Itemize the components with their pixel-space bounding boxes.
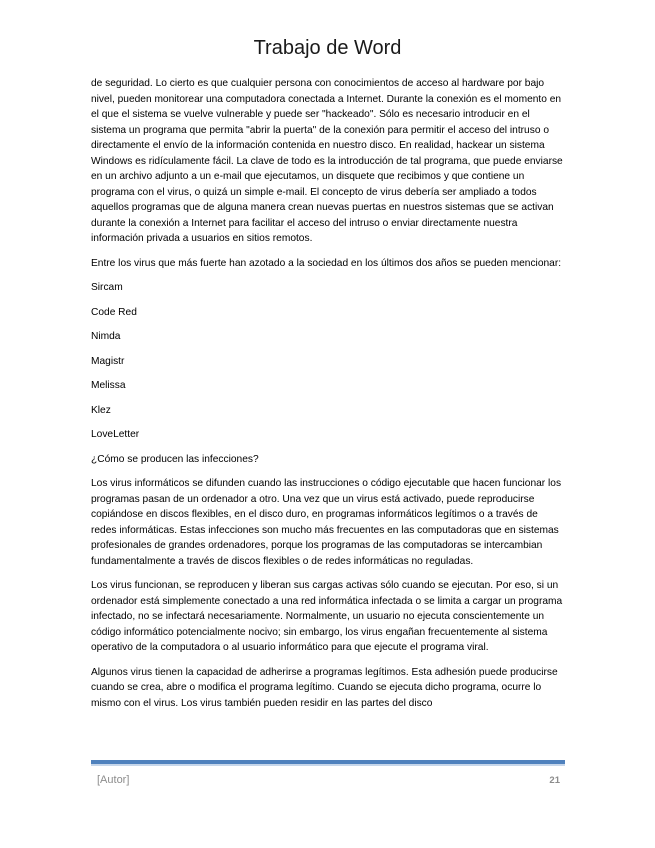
page-title: Trabajo de Word [253,37,402,59]
virus-list-item: Magistr [91,355,125,367]
body-paragraph: Los virus informáticos se difunden cuando las instrucciones o código ejecutable que hacen funcionar los programas pasan de un ordenador a otro. Una vez que un virus está activado, puede reproducirse copiándose en discos flexibles, en el disco duro, en programas informáticos legítimos o a través de redes informáticas. Estas infecciones son mucho más frecuentes en las computadoras que en sistemas profesionales de grandes ordenadores, porque los programas de las computadoras se intercambian fundamentalmente a través de discos flexibles o de redes informáticas no reguladas. [91,478,562,567]
virus-list-item: Code Red [91,306,137,318]
virus-list-item: Klez [91,404,111,416]
body-paragraph: Los virus funcionan, se reproducen y liberan sus cargas activas sólo cuando se ejecutan. Por eso, si un ordenador está simplemente conectado a una red informática infectada o se limita a cargar un programa infectado, no se infectará necesariamente. Normalmente, un usuario no ejecuta conscientemente un código informático potencialmente nocivo; sin embargo, los virus engañan frecuentemente al sistema operativo de la computadora o al usuario informático para que ejecute el programa viral. [91,580,563,653]
virus-list-item: LoveLetter [91,429,140,440]
virus-list-item: Sircam [91,282,123,293]
virus-list-item: Melissa [91,380,126,391]
footer-author: [Autor] [97,774,130,786]
virus-list-item: Nimda [91,331,121,342]
body-paragraph: Algunos virus tienen la capacidad de adherirse a programas legítimos. Esta adhesión puede producirse cuando se crea, abre o modifica el programa legítimo. Cuando se ejecuta dicho programa, ocurre lo mismo con el virus. Los virus también pueden residir en las partes del disco [91,666,558,709]
document-body [91,76,565,720]
footer-rule [91,760,565,764]
page-number: 21 [549,775,560,786]
body-paragraph: de seguridad. Lo cierto es que cualquier persona con conocimientos de acceso al hardware por bajo nivel, pueden monitorear una computadora conectada a Internet. Durante la conexión es el momento en el que el sistema se vuelve vulnerable y puede ser "hackeado". Sólo es necesario introducir en el sistema un programa que permita "abrir la puerta" de la conexión para permitir el acceso del intruso o directamente el envío de la información contenida en nuestro disco. En realidad, hackear un sistema Windows es ridículamente fácil. La clave de todo es la introducción de tal programa, que puede enviarse en un archivo adjunto a un e-mail que ejecutamos, un disquete que recibimos y que contiene un programa con el virus, o quizá un simple e-mail. El concepto de virus debería ser ampliado a todos aquellos programas que de alguna manera crean nuevas puertas en nuestros sistemas que se activan durante la conexión a Internet para facilitar el acceso del intruso o enviar directamente nuestra información privada a usuarios en sitios remotos. [91,78,563,244]
body-paragraph: Entre los virus que más fuerte han azotado a la sociedad en los últimos dos años se pueden mencionar: [91,257,562,269]
section-question: ¿Cómo se producen las infecciones? [91,453,259,465]
